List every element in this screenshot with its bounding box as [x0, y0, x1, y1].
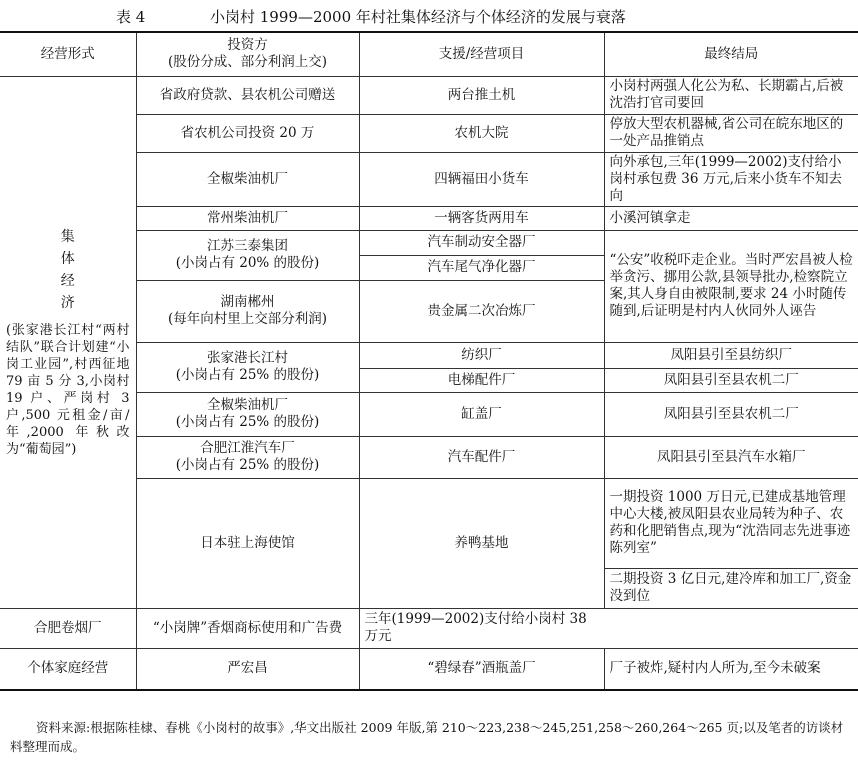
header-form: 经营形式: [0, 32, 136, 76]
project-cell: “小岗牌”香烟商标使用和广告费: [136, 608, 359, 648]
investor-cell: 江苏三泰集团 (小岗占有 20% 的股份): [136, 230, 359, 280]
project-cell: 汽车制动安全器厂: [359, 230, 604, 255]
header-investor: 投资方 (股份分成、部分利润上交): [136, 32, 359, 76]
collective-economy-cell: [0, 76, 136, 608]
project-cell: 农机大院: [359, 114, 604, 152]
table-caption: [0, 6, 858, 28]
result-cell: 凤阳县引至县农机二厂: [604, 392, 858, 436]
investor-cell: 省农机公司投资 20 万: [136, 114, 359, 152]
result-cell: 向外承包,三年(1999—2002)支付给小岗村承包费 36 万元,后来小货车不知去向: [604, 152, 858, 206]
header-project: 支援/经营项目: [359, 32, 604, 76]
project-cell: “碧绿春”酒瓶盖厂: [359, 648, 604, 690]
individual-label: 个体家庭经营: [0, 648, 136, 690]
project-cell: 贵金属二次冶炼厂: [359, 280, 604, 342]
table-number: 表 4: [116, 8, 146, 26]
investor-cell: 全椒柴油机厂: [136, 152, 359, 206]
investor-cell: 湖南郴州 (每年向村里上交部分利润): [136, 280, 359, 342]
investor-cell: 合肥卷烟厂: [0, 608, 136, 648]
result-cell: 三年(1999—2002)支付给小岗村 38 万元: [359, 608, 604, 648]
table-row: [0, 608, 858, 648]
result-cell: 小溪河镇拿走: [604, 206, 858, 230]
table-title: 小岗村 1999—2000 年村社集体经济与个体经济的发展与衰落: [210, 8, 626, 26]
project-cell: 一辆客货两用车: [359, 206, 604, 230]
table-row: [0, 76, 858, 114]
individual-row: [0, 648, 858, 690]
result-cell: 厂子被炸,疑村内人所为,至今未破案: [604, 648, 858, 690]
header-result: 最终结局: [604, 32, 858, 76]
project-cell: 四辆福田小货车: [359, 152, 604, 206]
economy-table: [0, 31, 858, 691]
project-cell: 两台推土机: [359, 76, 604, 114]
result-cell: 停放大型农机器械,省公司在皖东地区的一处产品推销点: [604, 114, 858, 152]
project-cell: 汽车尾气净化器厂: [359, 255, 604, 280]
investor-cell: 合肥江淮汽车厂 (小岗占有 25% 的股份): [136, 436, 359, 478]
result-cell: 凤阳县引至县汽车水箱厂: [604, 436, 858, 478]
investor-cell: 省政府贷款、县农机公司赠送: [136, 76, 359, 114]
investor-cell: 张家港长江村 (小岗占有 25% 的股份): [136, 342, 359, 392]
result-cell: 小岗村两强人化公为私、长期霸占,后被沈浩打官司要回: [604, 76, 858, 114]
result-cell: 二期投资 3 亿日元,建冷库和加工厂,资金没到位: [604, 568, 858, 608]
investor-cell: 严宏昌: [136, 648, 359, 690]
project-cell: 电梯配件厂: [359, 368, 604, 392]
project-cell: 纺织厂: [359, 342, 604, 368]
investor-cell: 日本驻上海使馆: [136, 478, 359, 608]
result-cell: 凤阳县引至县纺织厂: [604, 342, 858, 368]
result-cell: “公安”收税吓走企业。当时严宏昌被人检举贪污、挪用公款,县领导批办,检察院立案,其人身自由被限制,要求 24 小时随传随到,后证明是村内人伙同外人诬告: [604, 230, 858, 342]
collective-label: 集 体 经 济: [60, 229, 75, 311]
source-note: 资料来源:根据陈桂棣、春桃《小岗村的故事》,华文出版社 2009 年版,第 210～223,238～245,251,258～260,264～265 页;以及笔者的访谈材料整理而成。: [10, 720, 844, 754]
result-cell: 一期投资 1000 万日元,已建成基地管理中心大楼,被凤阳县农业局转为种子、农药和化肥销售点,现为“沈浩同志先进事迹陈列室”: [604, 478, 858, 568]
project-cell: 养鸭基地: [359, 478, 604, 608]
collective-note: (张家港长江村“两村结队”联合计划建“小岗工业园”,村西征地 79 亩 5 分 3,小岗村 19 户、严岗村 3 户,500 元租金/亩/年,2000 年秋改为“葡萄园”): [6, 323, 130, 457]
result-cell: 凤阳县引至县农机二厂: [604, 368, 858, 392]
project-cell: 缸盖厂: [359, 392, 604, 436]
investor-cell: 全椒柴油机厂 (小岗占有 25% 的股份): [136, 392, 359, 436]
project-cell: 汽车配件厂: [359, 436, 604, 478]
header-row: [0, 32, 858, 76]
investor-cell: 常州柴油机厂: [136, 206, 359, 230]
